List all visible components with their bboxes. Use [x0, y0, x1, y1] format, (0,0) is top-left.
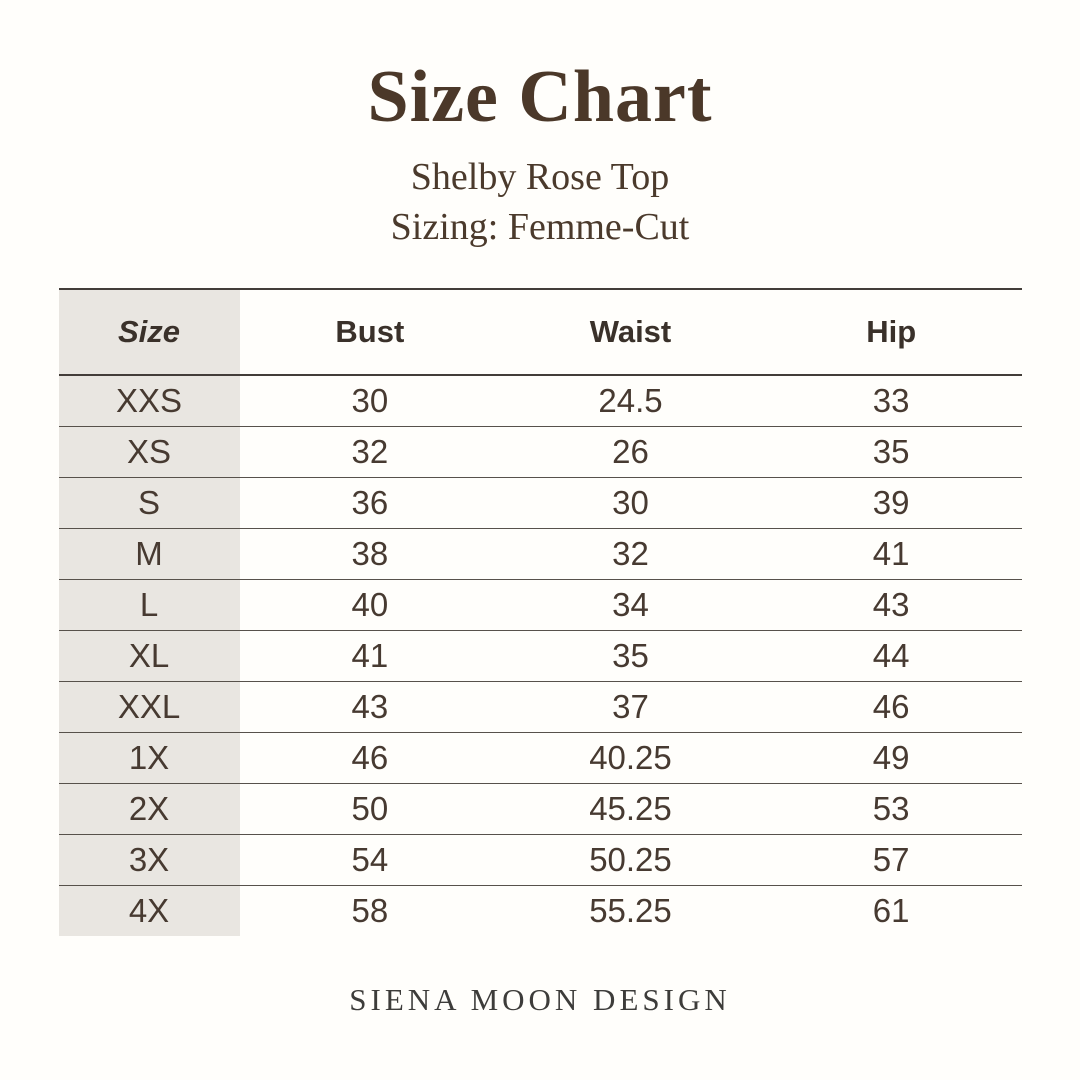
waist-cell: 26 — [500, 426, 761, 477]
size-cell: M — [59, 528, 240, 579]
size-cell: 3X — [59, 834, 240, 885]
bust-cell: 43 — [240, 681, 501, 732]
waist-cell: 55.25 — [589, 892, 672, 930]
column-header-size: Size — [59, 289, 240, 375]
header — [0, 0, 1080, 252]
hip-cell: 61 — [872, 892, 910, 930]
hip-cell: 35 — [761, 426, 1022, 477]
bust-cell: 58 — [351, 892, 389, 930]
waist-cell: 30 — [500, 477, 761, 528]
table-row — [59, 477, 1022, 528]
hip-cell: 33 — [761, 375, 1022, 426]
size-cell: XL — [59, 630, 240, 681]
table-row — [59, 630, 1022, 681]
bust-cell: 36 — [240, 477, 501, 528]
brand-footer: SIENA MOON DESIGN — [349, 982, 731, 1018]
bust-cell: 40 — [240, 579, 501, 630]
waist-cell: 32 — [500, 528, 761, 579]
bust-cell: 46 — [240, 732, 501, 783]
table-row — [59, 681, 1022, 732]
table-row — [59, 732, 1022, 783]
waist-cell: 24.5 — [500, 375, 761, 426]
column-header-bust: Bust — [240, 289, 501, 375]
bust-cell: 30 — [240, 375, 501, 426]
page-title: Size Chart — [367, 56, 713, 138]
subtitle-sizing-type: Sizing: Femme-Cut — [390, 206, 690, 249]
waist-cell: 50.25 — [500, 834, 761, 885]
size-cell: XXS — [59, 375, 240, 426]
table-row — [59, 375, 1022, 426]
waist-cell: 40.25 — [500, 732, 761, 783]
subtitle — [0, 152, 1080, 252]
hip-cell: 44 — [761, 630, 1022, 681]
bust-cell: 50 — [240, 783, 501, 834]
size-cell: XXL — [59, 681, 240, 732]
size-table — [59, 288, 1022, 936]
hip-cell: 41 — [761, 528, 1022, 579]
table-row — [59, 579, 1022, 630]
size-cell: 4X — [59, 885, 240, 936]
size-cell: 2X — [59, 783, 240, 834]
table-row — [59, 834, 1022, 885]
table-row — [59, 528, 1022, 579]
size-cell: L — [59, 579, 240, 630]
table-header-row — [59, 289, 1022, 375]
bust-cell: 54 — [240, 834, 501, 885]
size-cell: S — [59, 477, 240, 528]
hip-cell: 39 — [761, 477, 1022, 528]
hip-cell: 49 — [761, 732, 1022, 783]
bust-cell: 38 — [240, 528, 501, 579]
waist-cell: 35 — [500, 630, 761, 681]
hip-cell: 57 — [761, 834, 1022, 885]
column-header-waist: Waist — [500, 289, 761, 375]
hip-cell: 46 — [761, 681, 1022, 732]
waist-cell: 45.25 — [500, 783, 761, 834]
subtitle-product-name: Shelby Rose Top — [410, 156, 670, 198]
table-row — [59, 783, 1022, 834]
waist-cell: 37 — [500, 681, 761, 732]
table-row — [59, 885, 1022, 936]
column-header-hip: Hip — [761, 289, 1022, 375]
hip-cell: 43 — [761, 579, 1022, 630]
bust-cell: 32 — [240, 426, 501, 477]
size-cell: 1X — [59, 732, 240, 783]
waist-cell: 34 — [500, 579, 761, 630]
table-row — [59, 426, 1022, 477]
bust-cell: 41 — [240, 630, 501, 681]
size-cell: XS — [59, 426, 240, 477]
hip-cell: 53 — [761, 783, 1022, 834]
